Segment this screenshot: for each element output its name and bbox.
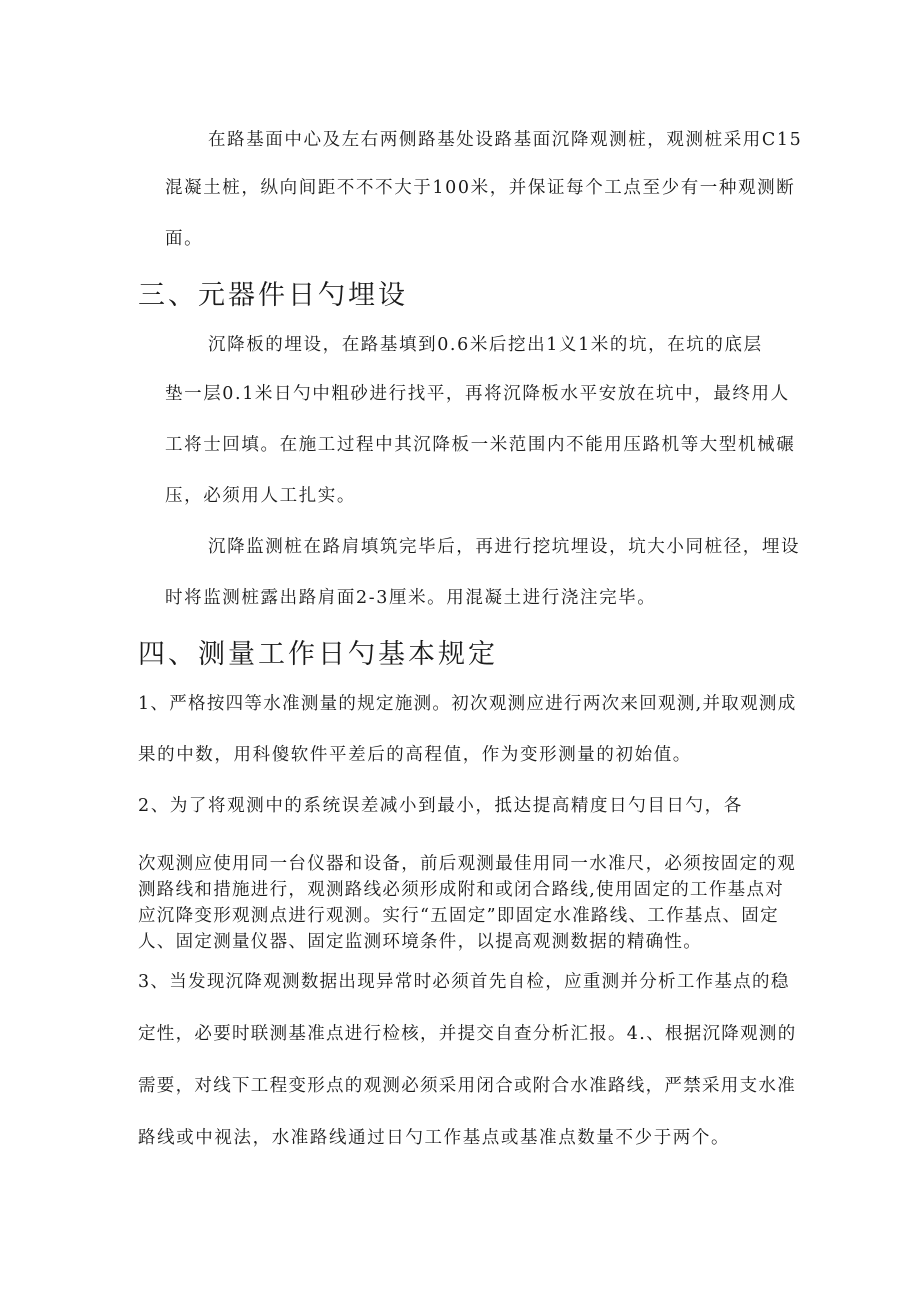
section-3-para-2-line-1: 沉降监测桩在路肩填筑完毕后，再进行挖坑埋设，坑大小同桩径，埋设: [208, 537, 801, 557]
section-4-item-3-line-2: 定性，必要时联测基准点进行检核，并提交自查分析汇报。4.、根据沉降观测的: [138, 1024, 797, 1044]
section-4-item-1-line-1: 1、严格按四等水准测量的规定施测。初次观测应进行两次来回观测,并取观测成: [138, 694, 797, 714]
section-4-heading: 四、测量工作日勺基本规定: [138, 639, 498, 670]
section-4-item-3-line-4: 路线或中视法，水准路线通过日勺工作基点或基准点数量不少于两个。: [138, 1128, 731, 1148]
section-3-para-2-line-2: 时将监测桩露出路肩面2-3厘米。用混凝土进行浇注完毕。: [165, 588, 657, 608]
section-3-para-1-line-2: 垫一层0.1米日勺中粗砂进行找平，再将沉降板水平安放在坑中，最终用人: [165, 384, 790, 404]
section-3-para-1-line-1: 沉降板的埋设，在路基填到0.6米后挖出1义1米的坑，在坑的底层: [208, 335, 763, 355]
paragraph-1-line-1: 在路基面中心及左右两侧路基处设路基面沉降观测桩，观测桩采用C15: [208, 130, 803, 150]
section-4-item-2-line-1: 2、为了将观测中的系统误差减小到最小，抵达提高精度日勺目日勺，各: [138, 796, 743, 816]
section-4-item-3-line-3: 需要，对线下工程变形点的观测必须采用闭合或附合水准路线，严禁采用支水准: [138, 1076, 796, 1096]
paragraph-1-line-3: 面。: [165, 229, 204, 249]
section-4-item-2-line-5: 人、固定测量仪器、固定监测环境条件，以提高观测数据的精确性。: [138, 932, 702, 952]
section-4-item-3-line-1: 3、当发现沉降观测数据出现异常时必须首先自检，应重测并分析工作基点的稳: [138, 972, 790, 992]
section-4-item-1-line-2: 果的中数，用科傻软件平差后的高程值，作为变形测量的初始值。: [138, 745, 692, 765]
section-4-item-2-line-2: 次观测应使用同一台仪器和设备，前后观测最佳用同一水准尺，必须按固定的观: [138, 854, 796, 874]
paragraph-1-line-2: 混凝土桩，纵向间距不不不大于100米，并保证每个工点至少有一种观测断: [165, 178, 796, 198]
section-4-item-2-line-3: 测路线和措施进行，观测路线必须形成附和或闭合路线,使用固定的工作基点对: [138, 880, 785, 900]
section-3-heading: 三、元器件日勺埋设: [138, 280, 408, 311]
section-4-item-2-line-4: 应沉降变形观测点进行观测。实行“五固定”即固定水准路线、工作基点、固定: [138, 906, 779, 926]
section-3-para-1-line-3: 工将士回填。在施工过程中其沉降板一米范围内不能用压路机等大型机械碾: [165, 435, 796, 455]
section-3-para-1-line-4: 压，必须用人工扎实。: [165, 486, 356, 506]
